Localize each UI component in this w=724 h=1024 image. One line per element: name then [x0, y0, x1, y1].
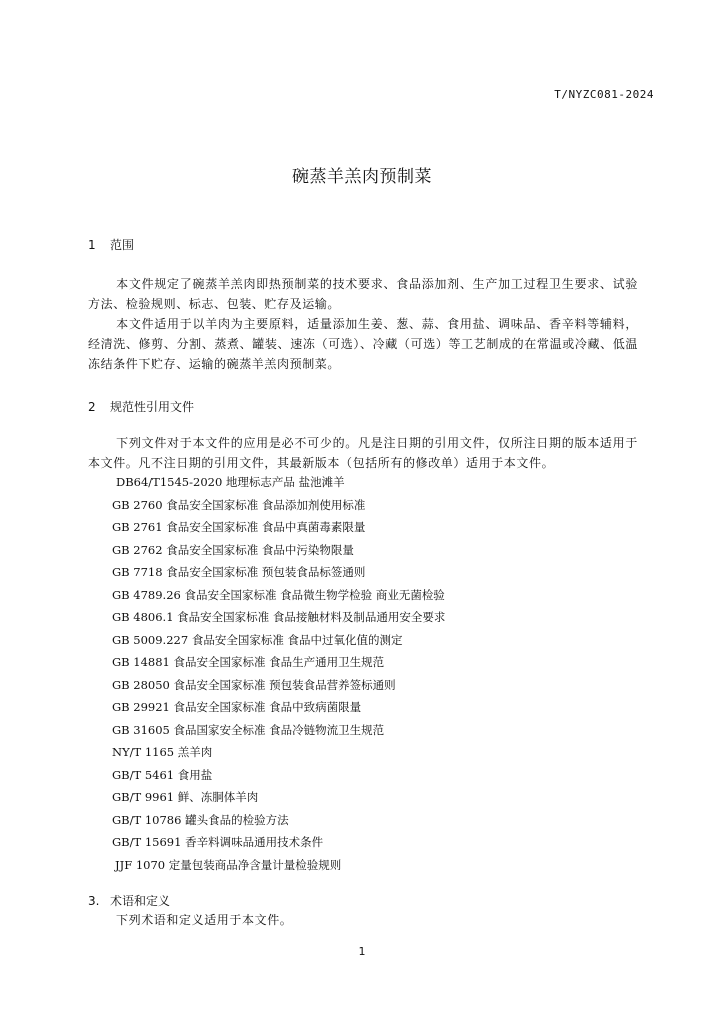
list-item: NY/T 1165 羔羊肉	[112, 745, 213, 759]
scope-paragraph-2: 本文件适用于以羊肉为主要原料，适量添加生姜、葱、蒜、食用盐、调味品、香辛料等辅料，经清洗、修剪、分割、蒸煮、罐装、速冻（可选）、冷藏（可选）等工艺制成的在常温或冷藏、低温冻结条件下贮存、运输的碗蒸羊羔肉预制菜。	[88, 317, 638, 371]
scope-paragraph-1: 本文件规定了碗蒸羊羔肉即热预制菜的技术要求、食品添加剂、生产加工过程卫生要求、试验方法、检验规则、标志、包装、贮存及运输。	[88, 277, 638, 311]
list-item: GB 31605 食品国家安全标准 食品冷链物流卫生规范	[112, 722, 385, 737]
terms-paragraph: 下列术语和定义适用于本文件。	[116, 913, 293, 927]
list-item: GB 5009.227 食品安全国家标准 食品中过氧化值的测定	[112, 632, 403, 647]
list-item: GB 2762 食品安全国家标准 食品中污染物限量	[112, 542, 354, 557]
section-title: 术语和定义	[110, 894, 171, 908]
normative-paragraph: 下列文件对于本文件的应用是必不可少的。凡是注日期的引用文件，仅所注日期的版本适用于本文件。凡不注日期的引用文件，其最新版本（包括所有的修改单）适用于本文件。	[88, 436, 638, 470]
section-title: 范围	[110, 238, 135, 252]
reference-list	[112, 471, 445, 876]
document-title: 碗蒸羊羔肉预制菜	[292, 167, 432, 187]
list-item: GB/T 5461 食用盐	[112, 767, 213, 782]
section-3-heading	[88, 892, 170, 909]
list-item: GB/T 10786 罐头食品的检验方法	[112, 812, 289, 827]
section-number: 2	[88, 400, 96, 414]
section-number: 3.	[88, 894, 100, 908]
section-title: 规范性引用文件	[110, 400, 195, 414]
list-item: GB 2761 食品安全国家标准 食品中真菌毒素限量	[112, 520, 366, 534]
section-number: 1	[88, 238, 96, 252]
list-item: GB 2760 食品安全国家标准 食品添加剂使用标准	[112, 497, 366, 512]
list-item: DB64/T1545-2020 地理标志产品 盐池滩羊	[116, 475, 345, 489]
list-item: GB 29921 食品安全国家标准 食品中致病菌限量	[112, 700, 362, 714]
section-2-heading	[88, 398, 194, 415]
list-item: GB 28050 食品安全国家标准 预包装食品营养签标通则	[112, 677, 396, 692]
list-item: JJF 1070 定量包装商品净含量计量检验规则	[115, 857, 342, 872]
list-item: GB 4806.1 食品安全国家标准 食品接触材料及制品通用安全要求	[112, 610, 446, 624]
list-item: GB/T 9961 鲜、冻胴体羊肉	[112, 790, 259, 804]
page-number: 1	[358, 945, 366, 958]
list-item: GB/T 15691 香辛料调味品通用技术条件	[112, 835, 324, 849]
document-code: T/NYZC081-2024	[554, 88, 654, 101]
list-item: GB 4789.26 食品安全国家标准 食品微生物学检验 商业无菌检验	[112, 587, 445, 602]
list-item: GB 7718 食品安全国家标准 预包装食品标签通则	[112, 565, 366, 579]
list-item: GB 14881 食品安全国家标准 食品生产通用卫生规范	[112, 655, 385, 669]
section-1-heading	[88, 236, 134, 253]
